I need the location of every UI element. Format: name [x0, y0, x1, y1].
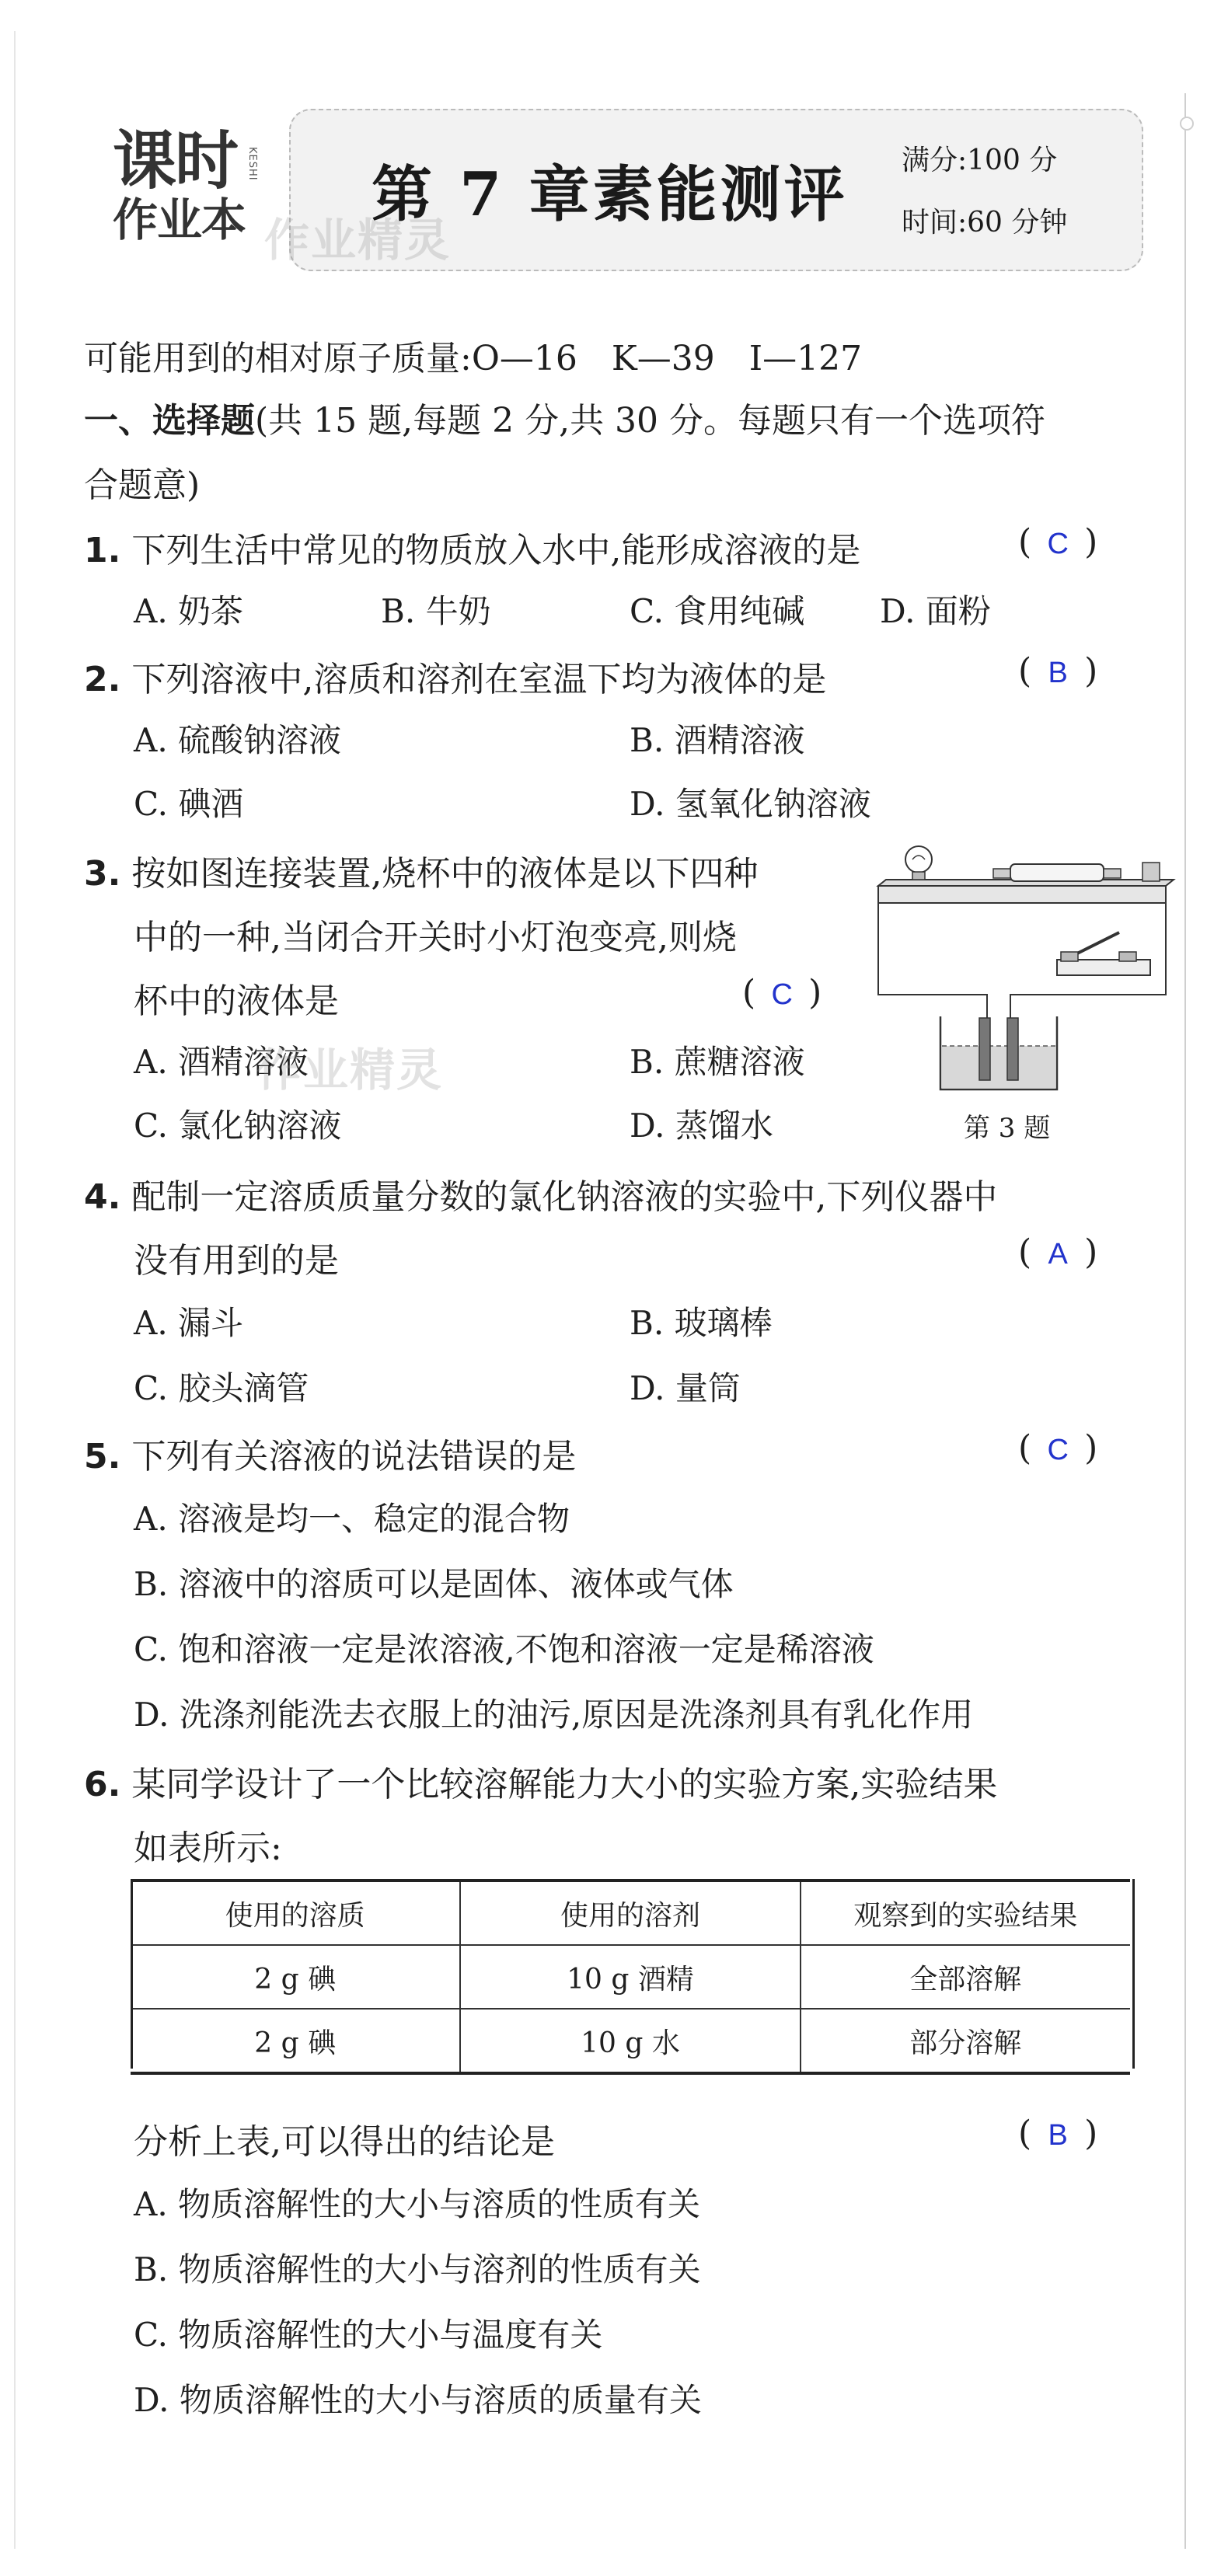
option-2b: B. 酒精溶液	[630, 721, 805, 759]
answer-6: B	[1048, 2119, 1068, 2152]
answer-slot-4: ( A )	[1018, 1232, 1098, 1272]
full-score: 满分:100 分	[902, 145, 1058, 176]
table-header: 使用的溶剂	[460, 1881, 800, 1945]
figure-caption: 第 3 题	[964, 1113, 1051, 1144]
question-number: 4.	[84, 1177, 121, 1217]
page-title: 第 7 章素能测评	[372, 159, 848, 230]
option-5a: A. 溶液是均一、稳定的混合物	[134, 1500, 570, 1538]
option-6d: D. 物质溶解性的大小与溶质的质量有关	[134, 2381, 702, 2419]
option-4c: C. 胶头滴管	[134, 1369, 309, 1407]
option-4b: B. 玻璃棒	[630, 1304, 773, 1342]
question-stem: 下列溶液中,溶质和溶剂在室温下均为液体的是	[131, 660, 827, 699]
logo-line1: 课时	[113, 124, 238, 198]
table-cell: 2 g 碘	[131, 2009, 460, 2073]
table-cell: 10 g 酒精	[460, 1945, 800, 2009]
option-4a: A. 漏斗	[134, 1304, 244, 1342]
logo-tag: KESHI	[246, 147, 258, 181]
question-stem: 配制一定溶质质量分数的氯化钠溶液的实验中,下列仪器中	[131, 1177, 998, 1217]
atomic-masses: 可能用到的相对原子质量:O—16 K—39 I—127	[84, 339, 863, 378]
page-left-edge	[14, 31, 16, 2549]
section-instructions-cont: 合题意)	[84, 465, 201, 505]
option-2a: A. 硫酸钠溶液	[134, 721, 342, 759]
table-header-row	[131, 1881, 1130, 1945]
question-number: 1.	[84, 531, 121, 570]
option-3a: A. 酒精溶液	[134, 1043, 309, 1081]
section-instructions: (共 15 题,每题 2 分,共 30 分。每题只有一个选项符	[255, 401, 1046, 441]
logo-line2: 作业本	[113, 193, 246, 246]
page-margin-line	[1184, 93, 1186, 2549]
question-6-prompt: 分析上表,可以得出的结论是	[134, 2122, 555, 2162]
option-6a: A. 物质溶解性的大小与溶质的性质有关	[134, 2185, 701, 2223]
question-number: 3.	[84, 854, 121, 894]
wire-left	[878, 903, 987, 1049]
option-1a: A. 奶茶	[134, 592, 244, 630]
answer-5: C	[1047, 1434, 1069, 1466]
answer-1: C	[1047, 528, 1069, 560]
question-stem: 下列生活中常见的物质放入水中,能形成溶液的是	[131, 531, 861, 570]
question-3-stem-3: 杯中的液体是	[134, 981, 339, 1021]
answer-3: C	[771, 978, 793, 1011]
section-heading	[84, 392, 1045, 442]
section-title: 一、选择题	[84, 401, 255, 441]
question-number: 2.	[84, 660, 121, 699]
answer-slot-6: ( B )	[1018, 2114, 1098, 2153]
table-cell: 2 g 碘	[131, 1945, 460, 2009]
battery-icon	[993, 863, 1160, 881]
margin-marker	[1180, 117, 1194, 131]
question-3-stem-2: 中的一种,当闭合开关时小灯泡变亮,则烧	[134, 918, 737, 957]
option-6c: C. 物质溶解性的大小与温度有关	[134, 2316, 603, 2354]
table-header: 观察到的实验结果	[801, 1881, 1130, 1945]
option-3b: B. 蔗糖溶液	[630, 1043, 805, 1081]
table-header: 使用的溶质	[131, 1881, 460, 1945]
table-cell: 全部溶解	[801, 1945, 1130, 2009]
circuit-diagram	[863, 839, 1181, 1096]
brand-logo	[113, 124, 258, 246]
option-6b: B. 物质溶解性的大小与溶剂的性质有关	[134, 2250, 701, 2288]
option-5d: D. 洗涤剂能洗去衣服上的油污,原因是洗涤剂具有乳化作用	[134, 1696, 974, 1734]
watermark: 作业精灵	[256, 1044, 444, 1096]
question-number: 5.	[84, 1437, 121, 1476]
watermark: 作业精灵	[264, 214, 452, 267]
question-stem: 某同学设计了一个比较溶解能力大小的实验方案,实验结果	[131, 1765, 998, 1804]
question-3	[84, 845, 758, 895]
beaker-icon	[940, 1016, 1057, 1089]
option-1c: C. 食用纯碱	[630, 592, 805, 630]
question-stem: 按如图连接装置,烧杯中的液体是以下四种	[131, 854, 759, 894]
question-number: 6.	[84, 1765, 121, 1804]
question-4-stem-2: 没有用到的是	[134, 1241, 339, 1281]
table-row	[131, 1945, 1130, 2009]
answer-4: A	[1048, 1238, 1068, 1271]
option-3c: C. 氯化钠溶液	[134, 1107, 342, 1145]
table-cell: 10 g 水	[460, 2009, 800, 2073]
answer-slot-2: ( B )	[1018, 651, 1098, 691]
option-2d: D. 氢氧化钠溶液	[630, 785, 871, 823]
option-5c: C. 饱和溶液一定是浓溶液,不饱和溶液一定是稀溶液	[134, 1630, 874, 1668]
option-2c: C. 碘酒	[134, 785, 244, 823]
option-4d: D. 量筒	[630, 1369, 741, 1407]
table-row	[131, 2009, 1130, 2073]
result-table	[131, 1879, 1130, 2075]
answer-2: B	[1048, 657, 1068, 689]
question-5	[84, 1428, 576, 1478]
option-1b: B. 牛奶	[381, 592, 491, 630]
bulb-icon	[905, 846, 932, 880]
answer-slot-5: ( C )	[1018, 1428, 1098, 1468]
option-5b: B. 溶液中的溶质可以是固体、液体或气体	[134, 1565, 734, 1603]
question-2	[84, 651, 826, 701]
question-1	[84, 522, 860, 572]
question-stem: 下列有关溶液的说法错误的是	[131, 1437, 577, 1476]
table-cell: 部分溶解	[801, 2009, 1130, 2073]
option-1d: D. 面粉	[880, 592, 991, 630]
option-3d: D. 蒸馏水	[630, 1107, 773, 1145]
time-limit: 时间:60 分钟	[902, 207, 1068, 239]
question-4	[84, 1169, 997, 1218]
switch-icon	[1057, 932, 1150, 975]
question-6	[84, 1756, 997, 1806]
answer-slot-1: ( C )	[1018, 522, 1098, 562]
board	[878, 886, 1166, 903]
answer-slot-3: ( C )	[742, 973, 822, 1013]
question-6-stem-2: 如表所示:	[134, 1828, 282, 1868]
